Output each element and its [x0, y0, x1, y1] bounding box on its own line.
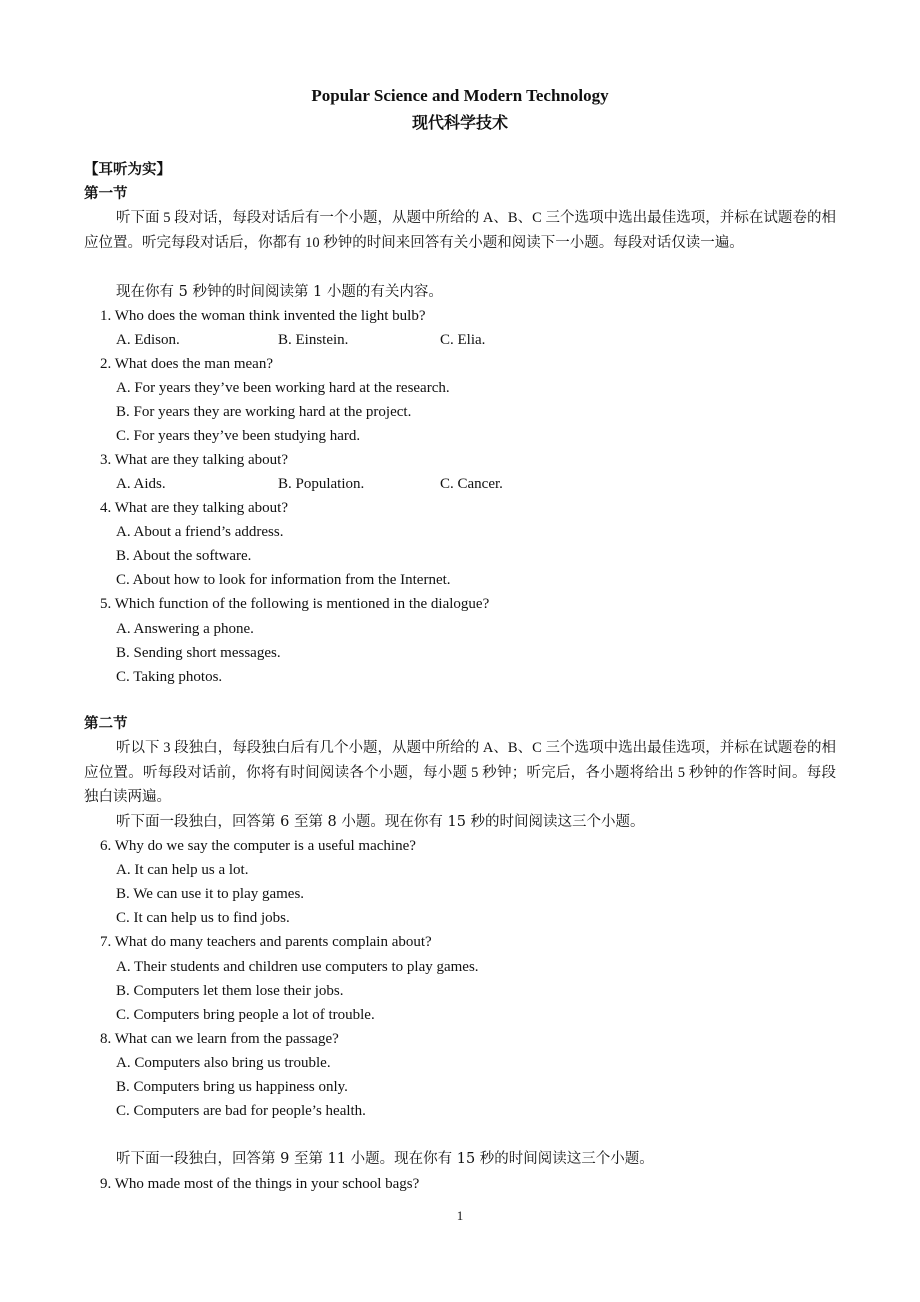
- part1-prompt: 现在你有 5 秒钟的时间阅读第 1 小题的有关内容。: [116, 284, 443, 300]
- question-3: 3. What are they talking about?: [100, 452, 288, 468]
- question-9: 9. Who made most of the things in your school bags?: [100, 1176, 420, 1192]
- question-1: 1. Who does the woman think invented the light bulb?: [100, 308, 426, 324]
- option-7b: B. Computers let them lose their jobs.: [116, 983, 344, 999]
- part2-prompt-1: 听下面一段独白，回答第 6 至第 8 小题。现在你有 15 秒的时间阅读这三个小题。: [116, 814, 645, 830]
- option-3b: B. Population.: [278, 476, 365, 492]
- option-1b: B. Einstein.: [278, 332, 349, 348]
- page-number: 1: [456, 1208, 464, 1223]
- option-5a: A. Answering a phone.: [116, 621, 254, 637]
- option-3a: A. Aids.: [116, 476, 166, 492]
- option-8a: A. Computers also bring us trouble.: [116, 1055, 331, 1071]
- option-2b: B. For years they are working hard at the project.: [116, 404, 412, 420]
- option-8b: B. Computers bring us happiness only.: [116, 1079, 348, 1095]
- title-chinese: 现代科学技术: [411, 113, 508, 132]
- part1-instructions: 听下面 5 段对话，每段对话后有一个小题，从题中所给的 A、B、C 三个选项中选出最佳选项，并标在试题卷的相应位置。听完每段对话后，你都有 10 秒钟的时间来回答有关小题和阅读下一小题。每段对话仅读一遍。: [84, 210, 836, 251]
- question-3-options: [116, 472, 836, 496]
- option-1a: A. Edison.: [116, 332, 180, 348]
- question-6: 6. Why do we say the computer is a useful machine?: [100, 838, 416, 854]
- option-4a: A. About a friend’s address.: [116, 524, 284, 540]
- option-3c: C. Cancer.: [440, 476, 503, 492]
- option-2a: A. For years they’ve been working hard at the research.: [116, 380, 450, 396]
- option-7c: C. Computers bring people a lot of trouble.: [116, 1007, 375, 1023]
- option-8c: C. Computers are bad for people’s health.: [116, 1103, 366, 1119]
- title-english: Popular Science and Modern Technology: [311, 86, 609, 105]
- question-8: 8. What can we learn from the passage?: [100, 1031, 339, 1047]
- part2-heading: 第二节: [84, 715, 128, 732]
- option-2c: C. For years they’ve been studying hard.: [116, 428, 361, 444]
- option-1c: C. Elia.: [440, 332, 486, 348]
- option-6a: A. It can help us a lot.: [116, 862, 249, 878]
- option-6b: B. We can use it to play games.: [116, 886, 305, 902]
- option-4c: C. About how to look for information from the Internet.: [116, 572, 451, 588]
- option-4b: B. About the software.: [116, 548, 252, 564]
- part1-heading: 第一节: [84, 185, 128, 202]
- question-5: 5. Which function of the following is mentioned in the dialogue?: [100, 596, 490, 612]
- question-4: 4. What are they talking about?: [100, 500, 288, 516]
- part2-instructions: 听以下 3 段独白，每段独白后有几个小题，从题中所给的 A、B、C 三个选项中选出最佳选项，并标在试题卷的相应位置。听每段对话前，你将有时间阅读各个小题，每小题 5 秒钟；听完后，各小题将给出 5 秒钟的作答时间。每段独白读两遍。: [84, 740, 836, 805]
- question-1-options: [116, 328, 836, 352]
- section-header: 【耳听为实】: [84, 161, 171, 178]
- question-2: 2. What does the man mean?: [100, 356, 273, 372]
- part2-prompt-2: 听下面一段独白，回答第 9 至第 11 小题。现在你有 15 秒的时间阅读这三个小题。: [116, 1151, 654, 1167]
- option-7a: A. Their students and children use computers to play games.: [116, 959, 479, 975]
- option-5c: C. Taking photos.: [116, 669, 223, 685]
- option-6c: C. It can help us to find jobs.: [116, 910, 290, 926]
- option-5b: B. Sending short messages.: [116, 645, 281, 661]
- question-7: 7. What do many teachers and parents complain about?: [100, 934, 432, 950]
